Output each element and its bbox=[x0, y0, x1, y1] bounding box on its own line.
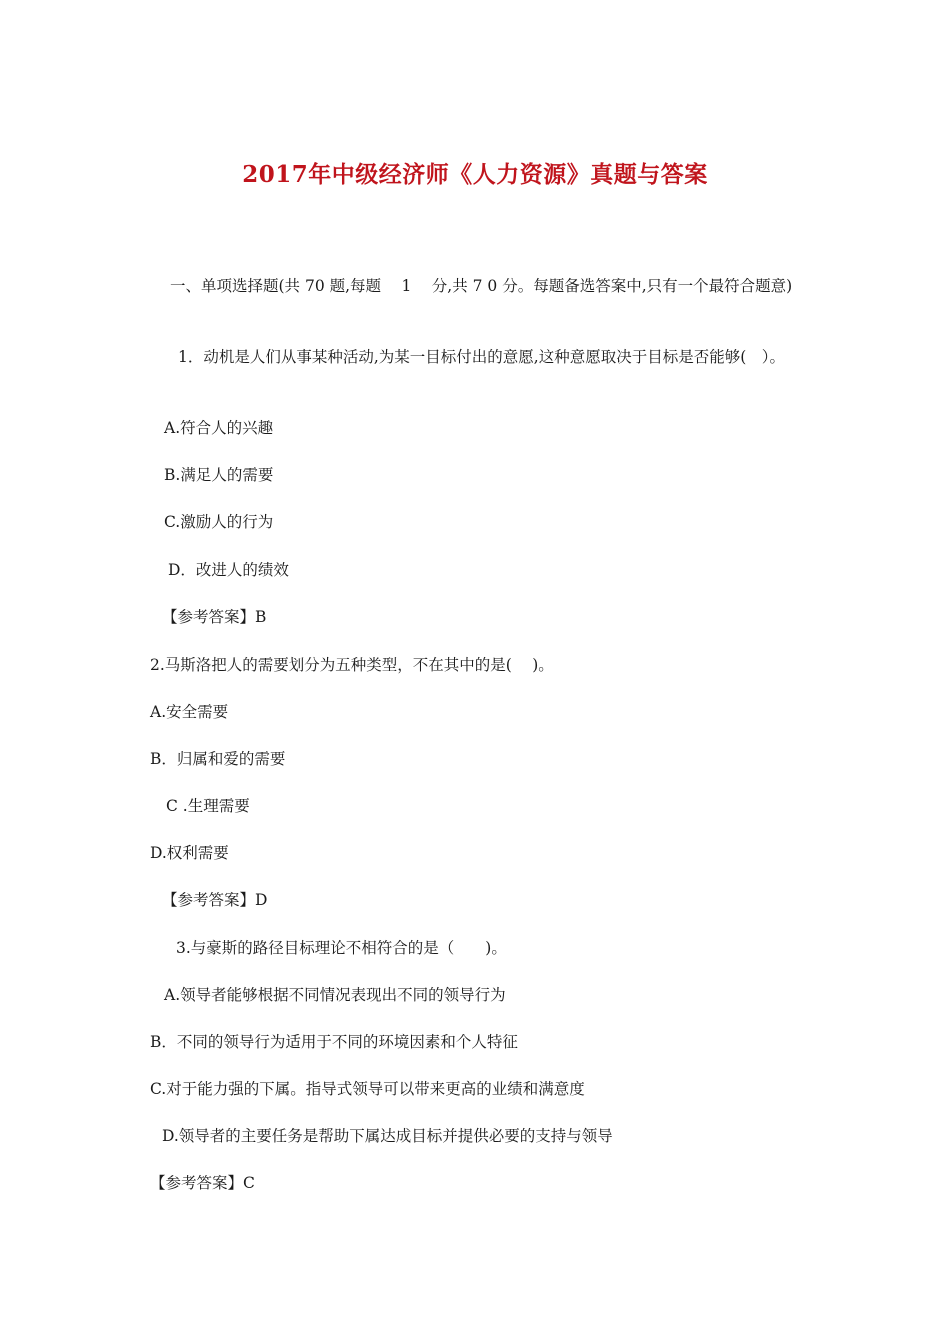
question-1-answer: 【参考答案】B bbox=[162, 608, 267, 626]
question-1-option-b: B.满足人的需要 bbox=[164, 466, 274, 484]
question-1-option-c: C.激励人的行为 bbox=[164, 513, 274, 531]
question-1-option-a: A.符合人的兴趣 bbox=[164, 419, 274, 437]
section-intro: 一、单项选择题(共 70 题,每题 1 分,共 7 0 分。每题备选答案中,只有一个最符合题意) bbox=[170, 277, 793, 295]
question-2-option-a: A.安全需要 bbox=[150, 703, 229, 721]
question-2-option-c: C .生理需要 bbox=[166, 797, 250, 815]
question-3-stem: 3.与豪斯的路径目标理论不相符合的是（ )。 bbox=[176, 939, 507, 957]
question-3-option-c: C.对于能力强的下属。指导式领导可以带来更高的业绩和满意度 bbox=[150, 1080, 585, 1098]
question-1-option-d: D．改进人的绩效 bbox=[168, 561, 289, 579]
question-2-option-b: B．归属和爱的需要 bbox=[150, 750, 286, 768]
question-3-option-d: D.领导者的主要任务是帮助下属达成目标并提供必要的支持与领导 bbox=[162, 1127, 613, 1145]
question-1-stem: 1．动机是人们从事某种活动,为某一目标付出的意愿,这种意愿取决于目标是否能够( ）。 bbox=[178, 348, 786, 366]
question-2-stem: 2.马斯洛把人的需要划分为五种类型，不在其中的是( )。 bbox=[150, 656, 554, 674]
question-2-answer: 【参考答案】D bbox=[162, 891, 268, 909]
question-2-option-d: D.权利需要 bbox=[150, 844, 229, 862]
document-title: 2017年中级经济师《人力资源》真题与答案 bbox=[242, 161, 708, 188]
question-3-answer: 【参考答案】C bbox=[150, 1174, 255, 1192]
question-3-option-b: B．不同的领导行为适用于不同的环境因素和个人特征 bbox=[150, 1033, 518, 1051]
question-3-option-a: A.领导者能够根据不同情况表现出不同的领导行为 bbox=[164, 986, 506, 1004]
